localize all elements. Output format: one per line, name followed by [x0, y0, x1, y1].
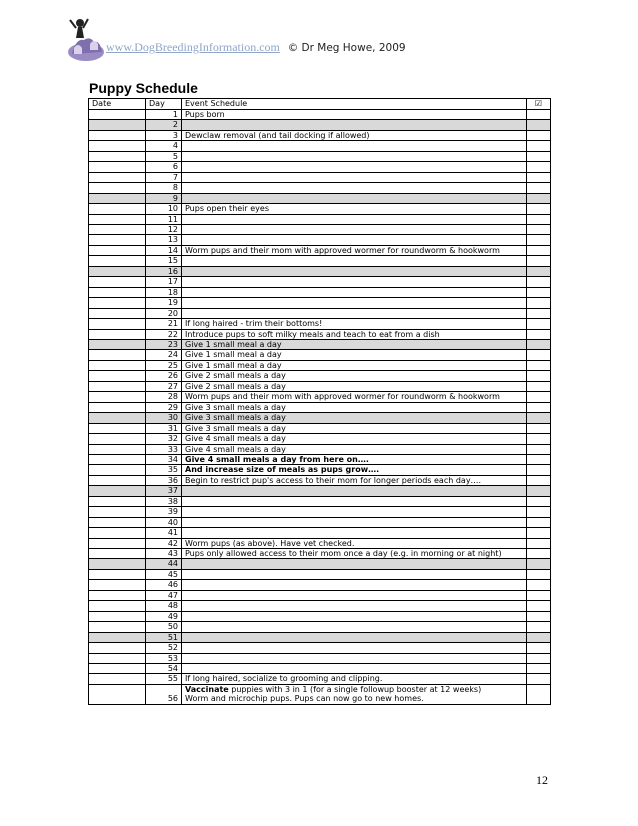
- check-cell[interactable]: [527, 110, 551, 120]
- day-cell: 47: [146, 590, 182, 600]
- day-cell: 28: [146, 392, 182, 402]
- day-cell: 36: [146, 475, 182, 485]
- date-cell[interactable]: [89, 308, 146, 318]
- check-cell[interactable]: [527, 224, 551, 234]
- date-cell[interactable]: [89, 130, 146, 140]
- page-number: 12: [536, 773, 548, 787]
- day-cell: 32: [146, 434, 182, 444]
- check-cell[interactable]: [527, 371, 551, 381]
- table-row: [89, 454, 551, 464]
- table-row: [89, 517, 551, 527]
- date-cell[interactable]: [89, 496, 146, 506]
- date-cell[interactable]: [89, 319, 146, 329]
- event-cell: [182, 653, 527, 663]
- date-cell[interactable]: [89, 214, 146, 224]
- event-cell: [182, 486, 527, 496]
- event-cell: [182, 622, 527, 632]
- table-row: [89, 402, 551, 412]
- day-cell: 27: [146, 381, 182, 391]
- date-cell[interactable]: [89, 193, 146, 203]
- table-row: [89, 183, 551, 193]
- table-row: [89, 266, 551, 276]
- table-row: [89, 339, 551, 349]
- check-cell[interactable]: [527, 120, 551, 130]
- day-cell: 9: [146, 193, 182, 203]
- event-cell: Give 4 small meals a day: [182, 434, 527, 444]
- day-cell: 16: [146, 266, 182, 276]
- table-row: [89, 308, 551, 318]
- event-cell: [182, 235, 527, 245]
- event-cell: [182, 569, 527, 579]
- check-cell[interactable]: [527, 298, 551, 308]
- day-cell: 41: [146, 528, 182, 538]
- date-cell[interactable]: [89, 423, 146, 433]
- day-cell: 22: [146, 329, 182, 339]
- date-cell[interactable]: [89, 371, 146, 381]
- table-row: [89, 528, 551, 538]
- table-row: [89, 371, 551, 381]
- check-cell[interactable]: [527, 517, 551, 527]
- date-cell[interactable]: [89, 434, 146, 444]
- date-cell[interactable]: [89, 569, 146, 579]
- day-cell: 42: [146, 538, 182, 548]
- table-row: [89, 298, 551, 308]
- event-cell: Worm pups and their mom with approved wormer for roundworm & hookworm: [182, 392, 527, 402]
- table-row: [89, 423, 551, 433]
- table-row: [89, 486, 551, 496]
- check-cell[interactable]: [527, 622, 551, 632]
- date-cell[interactable]: [89, 622, 146, 632]
- day-cell: 45: [146, 569, 182, 579]
- day-cell: 3: [146, 130, 182, 140]
- check-cell[interactable]: [527, 465, 551, 475]
- table-header-row: [89, 99, 551, 110]
- check-cell[interactable]: [527, 434, 551, 444]
- check-cell[interactable]: [527, 569, 551, 579]
- event-cell: [182, 643, 527, 653]
- table-row: [89, 434, 551, 444]
- event-cell: Give 4 small meals a day: [182, 444, 527, 454]
- check-cell[interactable]: [527, 329, 551, 339]
- check-cell[interactable]: [527, 277, 551, 287]
- date-cell[interactable]: [89, 381, 146, 391]
- check-cell[interactable]: [527, 162, 551, 172]
- day-cell: 52: [146, 643, 182, 653]
- date-cell[interactable]: [89, 350, 146, 360]
- table-row: [89, 162, 551, 172]
- table-row: [89, 611, 551, 621]
- day-cell: 49: [146, 611, 182, 621]
- check-cell[interactable]: [527, 204, 551, 214]
- day-cell: 10: [146, 204, 182, 214]
- check-cell[interactable]: [527, 632, 551, 642]
- day-cell: 4: [146, 141, 182, 151]
- table-row: [89, 622, 551, 632]
- event-cell: [182, 120, 527, 130]
- event-cell: Give 2 small meals a day: [182, 371, 527, 381]
- check-cell[interactable]: [527, 684, 551, 704]
- check-cell[interactable]: [527, 319, 551, 329]
- date-cell[interactable]: [89, 224, 146, 234]
- table-row: [89, 245, 551, 255]
- day-cell: 30: [146, 413, 182, 423]
- table-row: [89, 507, 551, 517]
- date-cell[interactable]: [89, 110, 146, 120]
- date-cell[interactable]: [89, 559, 146, 569]
- date-cell[interactable]: [89, 339, 146, 349]
- table-row: [89, 465, 551, 475]
- event-cell: [182, 224, 527, 234]
- event-cell: Give 2 small meals a day: [182, 381, 527, 391]
- event-cell: Give 3 small meals a day: [182, 423, 527, 433]
- table-row: [89, 475, 551, 485]
- day-cell: 15: [146, 256, 182, 266]
- puppy-schedule-table: [88, 98, 551, 705]
- day-cell: 37: [146, 486, 182, 496]
- day-cell: 7: [146, 172, 182, 182]
- table-row: [89, 193, 551, 203]
- check-cell[interactable]: [527, 130, 551, 140]
- date-cell[interactable]: [89, 392, 146, 402]
- day-cell: 31: [146, 423, 182, 433]
- date-cell[interactable]: [89, 454, 146, 464]
- table-row: [89, 204, 551, 214]
- vaccinate-label: Vaccinate: [185, 684, 229, 694]
- check-cell[interactable]: [527, 423, 551, 433]
- check-cell[interactable]: [527, 454, 551, 464]
- table-row: [89, 538, 551, 548]
- table-row: [89, 235, 551, 245]
- date-cell[interactable]: [89, 360, 146, 370]
- day-cell: 1: [146, 110, 182, 120]
- event-column-header: Event Schedule: [182, 99, 527, 110]
- day-cell: 44: [146, 559, 182, 569]
- event-cell: [182, 172, 527, 182]
- table-row: [89, 141, 551, 151]
- day-cell: 34: [146, 454, 182, 464]
- date-cell[interactable]: [89, 549, 146, 559]
- table-row: [89, 664, 551, 674]
- checkbox-checked-icon: ☑: [534, 99, 543, 108]
- date-cell[interactable]: [89, 684, 146, 704]
- check-cell[interactable]: [527, 214, 551, 224]
- date-cell[interactable]: [89, 329, 146, 339]
- date-cell[interactable]: [89, 235, 146, 245]
- day-cell: 13: [146, 235, 182, 245]
- date-cell[interactable]: [89, 277, 146, 287]
- check-cell[interactable]: [527, 538, 551, 548]
- event-cell: [182, 507, 527, 517]
- date-cell[interactable]: [89, 601, 146, 611]
- event-cell: [182, 496, 527, 506]
- event-cell: If long haired, socialize to grooming and clipping.: [182, 674, 527, 684]
- day-cell: 38: [146, 496, 182, 506]
- event-cell: Worm pups and their mom with approved wormer for roundworm & hookworm: [182, 245, 527, 255]
- event-cell: [182, 151, 527, 161]
- check-cell[interactable]: [527, 611, 551, 621]
- copyright-text: © Dr Meg Howe, 2009: [287, 42, 406, 54]
- table-row: [89, 549, 551, 559]
- date-cell[interactable]: [89, 632, 146, 642]
- check-cell[interactable]: [527, 444, 551, 454]
- check-cell[interactable]: [527, 664, 551, 674]
- day-cell: 23: [146, 339, 182, 349]
- event-cell: [182, 580, 527, 590]
- day-cell: 26: [146, 371, 182, 381]
- day-cell: 50: [146, 622, 182, 632]
- event-cell: Give 1 small meal a day: [182, 360, 527, 370]
- event-cell: [182, 193, 527, 203]
- check-cell[interactable]: [527, 580, 551, 590]
- day-cell: 40: [146, 517, 182, 527]
- check-cell[interactable]: [527, 496, 551, 506]
- date-cell[interactable]: [89, 538, 146, 548]
- event-cell: [182, 287, 527, 297]
- day-cell: 48: [146, 601, 182, 611]
- date-cell[interactable]: [89, 444, 146, 454]
- date-cell[interactable]: [89, 413, 146, 423]
- date-cell[interactable]: [89, 590, 146, 600]
- table-row: [89, 287, 551, 297]
- day-cell: 5: [146, 151, 182, 161]
- check-column-header: [527, 99, 551, 110]
- event-cell: [182, 517, 527, 527]
- check-cell[interactable]: [527, 674, 551, 684]
- event-cell: [182, 162, 527, 172]
- check-cell[interactable]: [527, 287, 551, 297]
- date-cell[interactable]: [89, 653, 146, 663]
- event-cell: [182, 664, 527, 674]
- event-cell: [182, 308, 527, 318]
- check-cell[interactable]: [527, 172, 551, 182]
- check-cell[interactable]: [527, 141, 551, 151]
- event-cell: [182, 141, 527, 151]
- day-cell: 33: [146, 444, 182, 454]
- event-cell: Give 3 small meals a day: [182, 413, 527, 423]
- table-row: [89, 224, 551, 234]
- day-cell: 11: [146, 214, 182, 224]
- table-row: [89, 601, 551, 611]
- date-cell[interactable]: [89, 183, 146, 193]
- day-column-header: Day: [146, 99, 182, 110]
- day-cell: 19: [146, 298, 182, 308]
- table-row: [89, 684, 551, 704]
- date-cell[interactable]: [89, 402, 146, 412]
- date-cell[interactable]: [89, 486, 146, 496]
- table-row: [89, 151, 551, 161]
- check-cell[interactable]: [527, 235, 551, 245]
- day-cell: 12: [146, 224, 182, 234]
- table-row: [89, 277, 551, 287]
- check-cell[interactable]: [527, 245, 551, 255]
- date-cell[interactable]: [89, 517, 146, 527]
- check-cell[interactable]: [527, 601, 551, 611]
- table-row: [89, 329, 551, 339]
- day-cell: 39: [146, 507, 182, 517]
- header-text: [106, 40, 406, 55]
- table-row: [89, 130, 551, 140]
- table-row: [89, 413, 551, 423]
- table-row: [89, 120, 551, 130]
- table-row: [89, 381, 551, 391]
- event-cell: [182, 183, 527, 193]
- date-cell[interactable]: [89, 245, 146, 255]
- event-cell: Give 1 small meal a day: [182, 350, 527, 360]
- date-cell[interactable]: [89, 256, 146, 266]
- event-cell: [182, 559, 527, 569]
- date-cell[interactable]: [89, 120, 146, 130]
- day-cell: 21: [146, 319, 182, 329]
- day-cell: 17: [146, 277, 182, 287]
- day-cell: 35: [146, 465, 182, 475]
- table-row: [89, 172, 551, 182]
- table-row: [89, 444, 551, 454]
- date-column-header: Date: [89, 99, 146, 110]
- date-cell[interactable]: [89, 674, 146, 684]
- date-cell[interactable]: [89, 151, 146, 161]
- event-cell: [182, 277, 527, 287]
- day-cell: 20: [146, 308, 182, 318]
- check-cell[interactable]: [527, 193, 551, 203]
- date-cell[interactable]: [89, 528, 146, 538]
- event-cell: Give 3 small meals a day: [182, 402, 527, 412]
- table-row: [89, 350, 551, 360]
- date-cell[interactable]: [89, 172, 146, 182]
- check-cell[interactable]: [527, 381, 551, 391]
- event-cell: [182, 601, 527, 611]
- day-cell: 2: [146, 120, 182, 130]
- date-cell[interactable]: [89, 465, 146, 475]
- table-row: [89, 256, 551, 266]
- date-cell[interactable]: [89, 664, 146, 674]
- date-cell[interactable]: [89, 507, 146, 517]
- vaccinate-text: puppies with 3 in 1 (for a single followup booster at 12 weeks): [228, 684, 482, 694]
- check-cell[interactable]: [527, 486, 551, 496]
- table-row: [89, 569, 551, 579]
- table-row: [89, 319, 551, 329]
- table-row: [89, 580, 551, 590]
- date-cell[interactable]: [89, 643, 146, 653]
- table-row: [89, 643, 551, 653]
- table-row: [89, 392, 551, 402]
- check-cell[interactable]: [527, 339, 551, 349]
- day-cell: 56: [146, 684, 182, 704]
- date-cell[interactable]: [89, 475, 146, 485]
- table-row: [89, 360, 551, 370]
- table-row: [89, 674, 551, 684]
- day-cell: 6: [146, 162, 182, 172]
- check-cell[interactable]: [527, 350, 551, 360]
- day-cell: 8: [146, 183, 182, 193]
- check-cell[interactable]: [527, 256, 551, 266]
- check-cell[interactable]: [527, 528, 551, 538]
- event-cell: [182, 632, 527, 642]
- table-row: [89, 496, 551, 506]
- event-cell: [182, 528, 527, 538]
- event-cell: [182, 256, 527, 266]
- table-row: [89, 559, 551, 569]
- day-cell: 29: [146, 402, 182, 412]
- date-cell[interactable]: [89, 298, 146, 308]
- date-cell[interactable]: [89, 580, 146, 590]
- table-row: [89, 653, 551, 663]
- day-cell: 54: [146, 664, 182, 674]
- date-cell[interactable]: [89, 141, 146, 151]
- dog-breeding-logo-icon: [64, 14, 110, 64]
- website-link[interactable]: www.DogBreedingInformation.com: [106, 40, 280, 54]
- event-cell: And increase size of meals as pups grow….: [182, 465, 527, 475]
- event-cell: [182, 590, 527, 600]
- event-cell: Dewclaw removal (and tail docking if allowed): [182, 130, 527, 140]
- worm-microchip-text: Worm and microchip pups. Pups can now go to new homes.: [185, 694, 424, 704]
- check-cell[interactable]: [527, 266, 551, 276]
- check-cell[interactable]: [527, 308, 551, 318]
- page-header: [64, 14, 584, 64]
- date-cell[interactable]: [89, 204, 146, 214]
- date-cell[interactable]: [89, 266, 146, 276]
- check-cell[interactable]: [527, 151, 551, 161]
- date-cell[interactable]: [89, 611, 146, 621]
- day-cell: 55: [146, 674, 182, 684]
- event-cell: Pups open their eyes: [182, 204, 527, 214]
- check-cell[interactable]: [527, 402, 551, 412]
- check-cell[interactable]: [527, 590, 551, 600]
- event-cell: [182, 684, 527, 704]
- day-cell: 25: [146, 360, 182, 370]
- day-cell: 53: [146, 653, 182, 663]
- event-cell: Worm pups (as above). Have vet checked.: [182, 538, 527, 548]
- table-row: [89, 110, 551, 120]
- event-cell: [182, 298, 527, 308]
- check-cell[interactable]: [527, 392, 551, 402]
- day-cell: 14: [146, 245, 182, 255]
- day-cell: 43: [146, 549, 182, 559]
- event-cell: Give 1 small meal a day: [182, 339, 527, 349]
- day-cell: 24: [146, 350, 182, 360]
- date-cell[interactable]: [89, 162, 146, 172]
- date-cell[interactable]: [89, 287, 146, 297]
- day-cell: 51: [146, 632, 182, 642]
- check-cell[interactable]: [527, 653, 551, 663]
- event-cell: Pups born: [182, 110, 527, 120]
- day-cell: 18: [146, 287, 182, 297]
- event-cell: Introduce pups to soft milky meals and teach to eat from a dish: [182, 329, 527, 339]
- event-cell: If long haired - trim their bottoms!: [182, 319, 527, 329]
- check-cell[interactable]: [527, 475, 551, 485]
- event-cell: [182, 611, 527, 621]
- event-cell: [182, 214, 527, 224]
- check-cell[interactable]: [527, 413, 551, 423]
- check-cell[interactable]: [527, 360, 551, 370]
- table-row: [89, 214, 551, 224]
- page-title: Puppy Schedule: [89, 80, 198, 96]
- event-cell: [182, 266, 527, 276]
- check-cell[interactable]: [527, 549, 551, 559]
- event-cell: Begin to restrict pup's access to their mom for longer periods each day….: [182, 475, 527, 485]
- check-cell[interactable]: [527, 507, 551, 517]
- check-cell[interactable]: [527, 643, 551, 653]
- check-cell[interactable]: [527, 183, 551, 193]
- check-cell[interactable]: [527, 559, 551, 569]
- event-cell: Give 4 small meals a day from here on….: [182, 454, 527, 464]
- table-row: [89, 590, 551, 600]
- event-cell: Pups only allowed access to their mom once a day (e.g. in morning or at night): [182, 549, 527, 559]
- table-row: [89, 632, 551, 642]
- day-cell: 46: [146, 580, 182, 590]
